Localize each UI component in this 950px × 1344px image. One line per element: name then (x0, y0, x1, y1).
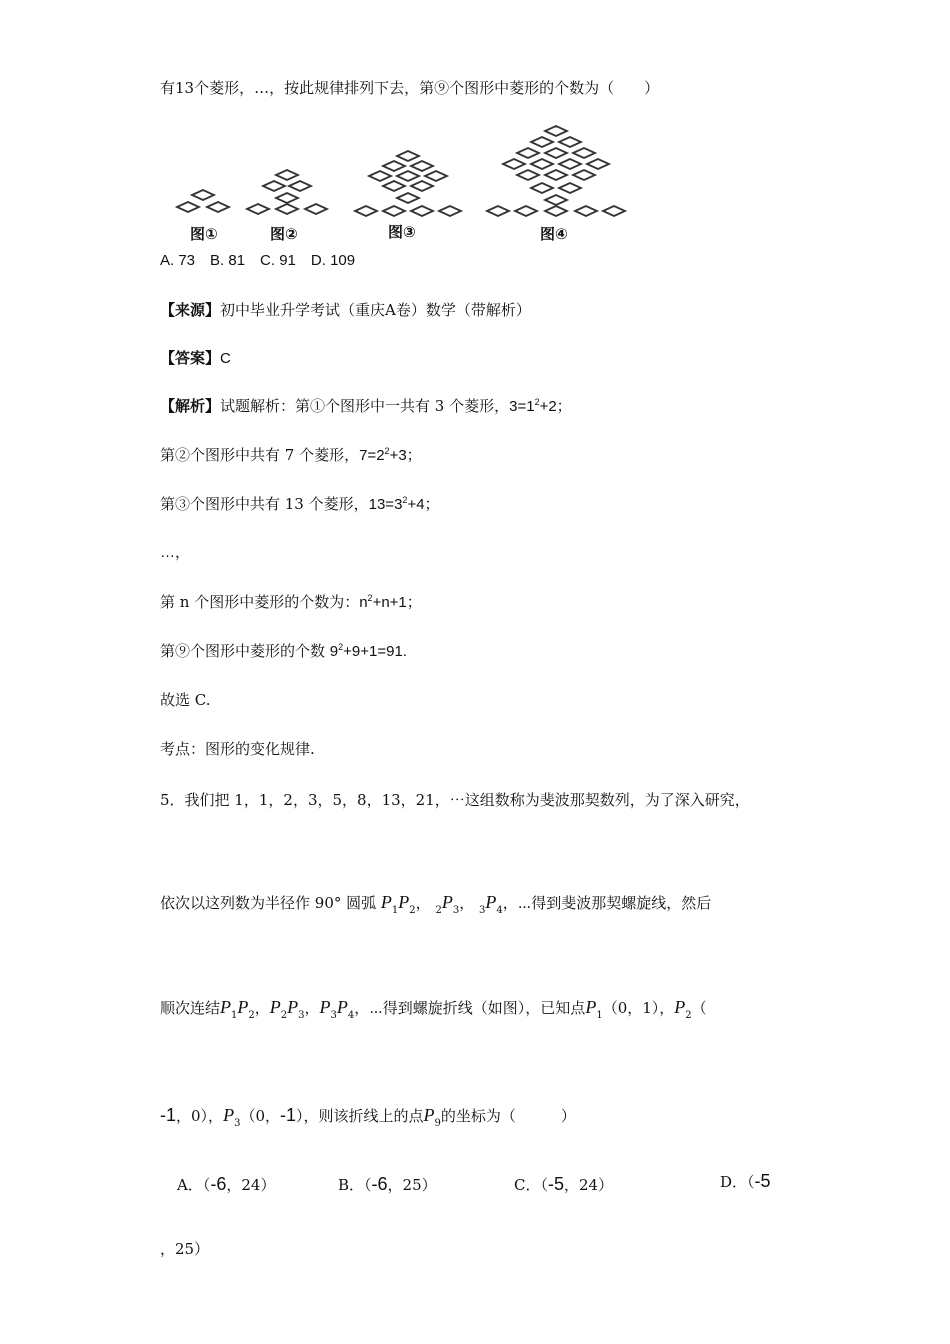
rhombus (587, 159, 609, 169)
opt-label: A．（ (177, 1176, 211, 1194)
analysis-line-1 (160, 396, 572, 417)
rhombus (517, 170, 539, 180)
eq-part: +n+1； (372, 594, 422, 611)
sub: 3 (298, 1010, 305, 1021)
P: P (398, 892, 410, 912)
rhombus (559, 137, 581, 147)
rhombus (383, 161, 405, 171)
rhombus (531, 183, 553, 193)
rhombus (276, 204, 298, 214)
rhombus (247, 204, 269, 214)
rhombus (411, 181, 433, 191)
opt-label: D．（ (720, 1173, 755, 1191)
rhombus (425, 171, 447, 181)
answer-tag: 【答案】 (160, 349, 221, 367)
sub: 2 (248, 1010, 255, 1021)
q5-text: ，0）， (176, 1107, 224, 1125)
rhombus (531, 159, 553, 169)
sub: 2 (409, 905, 416, 916)
point-line: 考点：图形的变化规律. (160, 740, 315, 758)
superscript: 2 (534, 397, 540, 407)
rhombus (487, 206, 509, 216)
source-tag: 【来源】 (160, 301, 221, 319)
rhombus (369, 171, 391, 181)
sub: 2 (435, 905, 442, 916)
sub: 3 (479, 905, 486, 916)
q5-option-d-cont: ，25） (160, 1240, 210, 1258)
P: P (220, 997, 232, 1017)
rhombus (411, 161, 433, 171)
answer-text: C (220, 350, 231, 367)
rhombus (517, 148, 539, 158)
q5-line-4 (160, 1100, 576, 1134)
sub: 9 (434, 1118, 441, 1129)
q5-line-1: 5．我们把 1，1，2，3，5，8，13，21，⋯这组数称为斐波那契数列，为了深入研究， (160, 791, 750, 809)
source-line (160, 300, 531, 320)
q4-options: A. 73 B. 81 C. 91 D. 109 (160, 252, 356, 269)
superscript: 2 (338, 642, 344, 652)
analysis-line-2 (160, 445, 422, 466)
rhombus (439, 206, 461, 216)
rhombus (263, 181, 285, 191)
sub: 4 (347, 1010, 355, 1021)
analysis-line-6 (160, 641, 407, 662)
rhombus (515, 206, 537, 216)
rhombus (545, 195, 567, 205)
sub: 1 (391, 905, 399, 916)
opt-label: B．（ (338, 1176, 372, 1194)
q5-option-d (720, 1171, 771, 1192)
q5-num: -1 (279, 1105, 296, 1125)
q5-text: （0， (240, 1107, 280, 1125)
figure-label-3: 图③ (388, 223, 416, 241)
sub: 1 (596, 1010, 603, 1021)
q5-text: 依次以这列数为半径作 90° 圆弧 (160, 894, 377, 912)
figure-label-1: 图① (190, 225, 218, 243)
analysis-text: 第③个图形中共有 13 个菱形， (160, 495, 369, 513)
rhombus (573, 170, 595, 180)
eq-part: 7=2 (359, 447, 385, 464)
P: P (485, 892, 497, 912)
answer-line (160, 348, 231, 369)
q5-text: （ (691, 999, 707, 1017)
opt-num: -5 (754, 1171, 771, 1191)
sub: 4 (496, 905, 503, 916)
eq-part: n (359, 594, 368, 611)
rhombus (305, 204, 327, 214)
superscript: 2 (384, 446, 390, 456)
source-text: 初中毕业升学考试（重庆A卷）数学（带解析） (220, 301, 531, 319)
q5-option-c (514, 1174, 613, 1195)
analysis-line-3 (160, 494, 440, 515)
P: P (585, 997, 597, 1017)
P: P (674, 997, 686, 1017)
opt-text: ，25） (387, 1176, 437, 1194)
sub: 1 (231, 1010, 238, 1021)
sep: ， (254, 999, 270, 1017)
analysis-text: 第②个图形中共有 7 个菱形， (160, 446, 360, 464)
rhombus (289, 181, 311, 191)
figure-label-2: 图② (270, 225, 298, 243)
q5-text: ，⋯得到螺旋折线（如图），已知点 (354, 999, 586, 1017)
eq-part: +9+1=91. (343, 643, 407, 660)
eq-part: +4； (407, 496, 440, 513)
rhombus (545, 206, 567, 216)
choose-line: 故选 C. (160, 691, 211, 709)
arc-p1p2 (380, 892, 416, 916)
sub: 3 (234, 1118, 241, 1129)
rhombus (559, 159, 581, 169)
eq-part: +2； (539, 398, 572, 415)
q5-text: 的坐标为（ ） (440, 1107, 576, 1125)
P: P (380, 892, 392, 912)
q5-text: ），则该折线上的点 (296, 1107, 424, 1125)
P: P (223, 1105, 235, 1125)
q5-line-2 (160, 887, 711, 921)
q4-intro: 有13个菱形，…，按此规律排列下去，第⑨个图形中菱形的个数为（ ） (160, 79, 660, 97)
P: P (319, 997, 331, 1017)
rhombus (559, 183, 581, 193)
rhombus (603, 206, 625, 216)
P: P (441, 892, 453, 912)
rhombus (397, 171, 419, 181)
sub: 2 (280, 1010, 288, 1021)
P: P (336, 997, 348, 1017)
opt-num: -6 (371, 1174, 388, 1194)
rhombus (545, 148, 567, 158)
rhombus (383, 206, 405, 216)
P: P (237, 997, 249, 1017)
analysis-text: 第 n 个图形中菱形的个数为： (160, 593, 360, 611)
rhombus (411, 206, 433, 216)
opt-text: ，24） (564, 1176, 614, 1194)
superscript: 2 (402, 495, 408, 505)
rhombus (531, 137, 553, 147)
arc-p3p4 (479, 892, 503, 916)
opt-label: C．（ (514, 1176, 548, 1194)
rhombus (503, 159, 525, 169)
analysis-text: 试题解析：第①个图形中一共有 3 个菱形， (220, 397, 510, 415)
q5-option-a (177, 1174, 275, 1195)
rhombus (276, 193, 298, 203)
rhombus (545, 170, 567, 180)
P: P (287, 997, 299, 1017)
q5-text: 顺次连结 (160, 999, 221, 1017)
sub: 2 (685, 1010, 692, 1021)
analysis-tag: 【解析】 (160, 397, 221, 415)
rhombus (545, 126, 567, 136)
sep: ， (459, 894, 475, 912)
figure-label-4: 图④ (540, 225, 568, 243)
rhombus (207, 202, 229, 212)
eq-part: 13=3 (368, 496, 403, 513)
rhombus (397, 151, 419, 161)
rhombus (276, 170, 298, 180)
q5-option-b (338, 1174, 437, 1195)
P: P (423, 1105, 435, 1125)
sub: 3 (330, 1010, 337, 1021)
q5-text: （0，1）， (602, 999, 675, 1017)
analysis-line-5 (160, 592, 422, 613)
arc-p2p3 (435, 892, 460, 916)
q5-line-3 (160, 992, 707, 1026)
q5-text: ，⋯得到斐波那契螺旋线，然后 (502, 894, 712, 912)
analysis-line-4: …， (160, 544, 191, 561)
analysis-text: 第⑨个图形中菱形的个数 (160, 642, 330, 660)
sep: ， (415, 894, 431, 912)
sep: ， (304, 999, 320, 1017)
rhombus (573, 148, 595, 158)
rhombus (177, 202, 199, 212)
rhombus (192, 190, 214, 200)
superscript: 2 (367, 593, 373, 603)
q5-num: -1 (160, 1105, 177, 1125)
eq-part: 9 (329, 643, 339, 660)
eq-part: +3； (389, 447, 422, 464)
rhombus (355, 206, 377, 216)
P: P (269, 997, 281, 1017)
opt-text: ，24） (226, 1176, 276, 1194)
eq-part: 3=1 (509, 398, 535, 415)
opt-num: -6 (210, 1174, 227, 1194)
opt-num: -5 (547, 1174, 564, 1194)
rhombus (575, 206, 597, 216)
rhombus (383, 181, 405, 191)
rhombus (397, 193, 419, 203)
sub: 3 (452, 905, 460, 916)
